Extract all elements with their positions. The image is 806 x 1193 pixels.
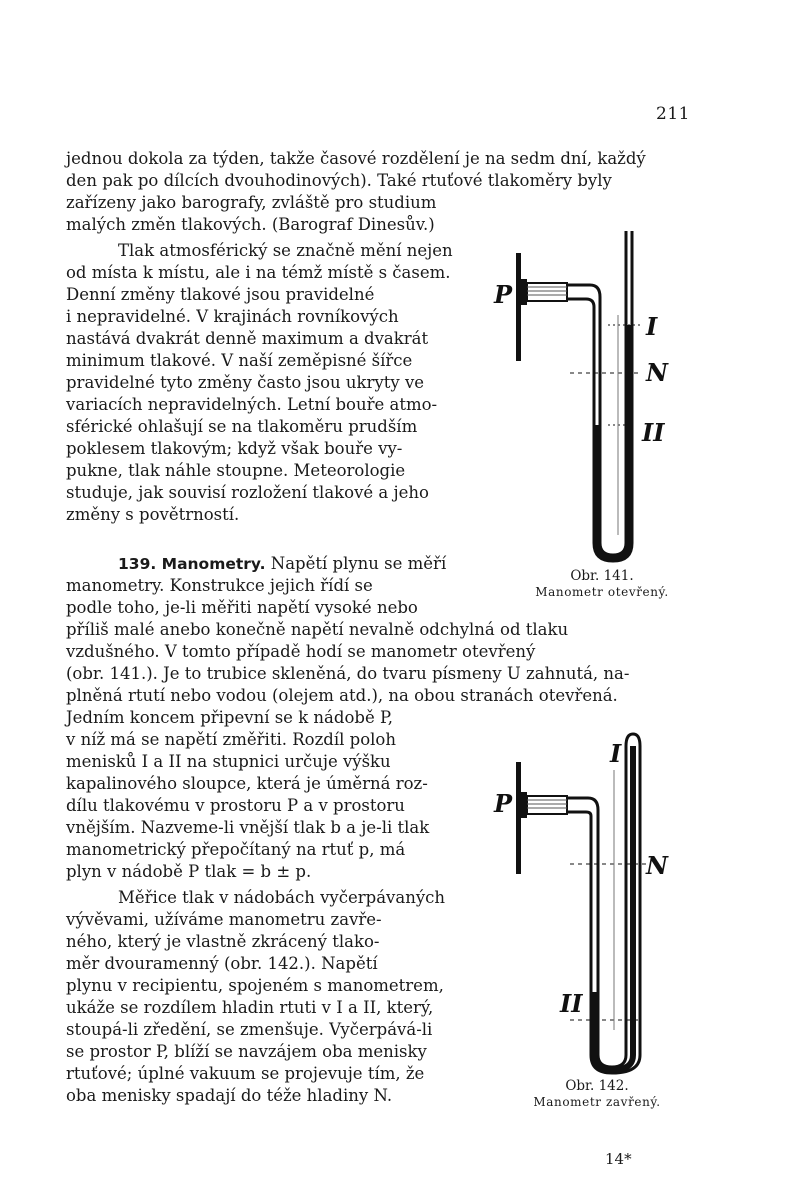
text-line: variacích nepravidelných. Letní bouře atmo- <box>66 395 438 414</box>
text-line: manometry. Konstrukce jejich řídí se <box>66 576 373 595</box>
vessel-wall <box>516 253 521 361</box>
figure-142-closed-manometer <box>490 730 670 1075</box>
text-line: vnějším. Nazveme-li vnější tlak b a je-li tlak <box>66 818 430 837</box>
label-I: I <box>646 312 658 341</box>
text-line: plyn v nádobě P tlak = b ± p. <box>66 862 312 881</box>
signature-mark: 14* <box>605 1150 632 1168</box>
u-tube-outer <box>567 734 640 1073</box>
text-line: zařízeny jako barografy, zvláště pro studium <box>66 193 437 212</box>
text-line: jednou dokola za týden, takže časové rozdělení je na sedm dní, každý <box>66 149 646 168</box>
text-line: plněná rtutí nebo vodou (olejem atd.), na obou stranách otevřená. <box>66 686 618 705</box>
text-line: den pak po dílcích dvouhodinových). Také rtuťové tlakoměry byly <box>66 171 612 190</box>
text-line: vzdušného. V tomto případě hodí se manometr otevřený <box>66 642 536 661</box>
vessel-wall <box>516 762 521 874</box>
label-N: N <box>646 358 668 387</box>
text-line: menisků I a II na stupnici určuje výšku <box>66 752 391 771</box>
text-line: pravidelné tyto změny často jsou ukryty ve <box>66 373 425 392</box>
label-II: II <box>642 418 665 447</box>
text-line: dílu tlakovému v prostoru P a v prostoru <box>66 796 405 815</box>
figure-141-open-manometer <box>490 225 670 565</box>
text-line: Denní změny tlakové jsou pravidelné <box>66 285 375 304</box>
text-span: Napětí plynu se měří <box>270 554 447 573</box>
caption-title: Obr. 141. <box>570 568 634 584</box>
connector <box>527 283 567 301</box>
mercury-column <box>597 325 629 558</box>
label-II: II <box>560 989 583 1018</box>
caption-subtitle: Manometr zavřený. <box>533 1095 661 1109</box>
caption-141 <box>510 568 694 600</box>
text-line: kapalinového sloupce, která je úměrná roz- <box>66 774 428 793</box>
text-line: ného, který je vlastně zkrácený tlako- <box>66 932 380 951</box>
text-line: malých změn tlakových. (Barograf Dinesův.) <box>66 215 435 234</box>
text-line: ukáže se rozdílem hladin rtuti v I a II, který, <box>66 998 434 1017</box>
label-I: I <box>610 739 622 768</box>
text-line: příliš malé anebo konečně napětí nevalně odchylná od tlaku <box>66 620 569 639</box>
section-heading: 139. Manometry. <box>118 555 266 573</box>
text-line: v níž má se napětí změřiti. Rozdíl poloh <box>66 730 396 749</box>
label-P: P <box>494 280 513 309</box>
text-line: se prostor P, blíží se navzájem oba menisky <box>66 1042 427 1061</box>
text-line: plynu v recipientu, spojeném s manometrem, <box>66 976 444 995</box>
caption-subtitle: Manometr otevřený. <box>535 585 669 599</box>
text-line: Jedním koncem připevní se k nádobě P, <box>66 708 393 727</box>
text-line: oba menisky spadají do téže hladiny N. <box>66 1086 393 1105</box>
text-line: změny s povětrností. <box>66 505 240 524</box>
text-line: stoupá-li zředění, se zmenšuje. Vyčerpává-li <box>66 1020 433 1039</box>
label-N: N <box>646 851 668 880</box>
text-line: manometrický přepočítaný na rtuť p, má <box>66 840 406 859</box>
text-line: od místa k místu, ale i na témž místě s časem. <box>66 263 451 282</box>
text-line: měr dvouramenný (obr. 142.). Napětí <box>66 954 378 973</box>
section-line <box>118 553 446 575</box>
label-P: P <box>494 789 513 818</box>
caption-142 <box>512 1078 682 1110</box>
text-line: sférické ohlašují se na tlakoměru prudším <box>66 417 418 436</box>
connector <box>527 796 567 814</box>
text-line: nastává dvakrát denně maximum a dvakrát <box>66 329 429 348</box>
text-line: vývěvami, užíváme manometru zavře- <box>66 910 382 929</box>
caption-title: Obr. 142. <box>565 1078 629 1094</box>
text-line: studuje, jak souvisí rozložení tlakové a jeho <box>66 483 429 502</box>
text-line: pukne, tlak náhle stoupne. Meteorologie <box>66 461 406 480</box>
text-line: podle toho, je-li měřiti napětí vysoké nebo <box>66 598 418 617</box>
text-line: Tlak atmosférický se značně mění nejen <box>118 241 453 260</box>
text-line: (obr. 141.). Je to trubice skleněná, do tvaru písmeny U zahnutá, na- <box>66 664 630 683</box>
text-line: poklesem tlakovým; když však bouře vy- <box>66 439 403 458</box>
text-line: Měřice tlak v nádobách vyčerpávaných <box>118 888 446 907</box>
text-line: rtuťové; úplné vakuum se projevuje tím, že <box>66 1064 425 1083</box>
text-line: minimum tlakové. V naší zeměpisné šířce <box>66 351 413 370</box>
text-line: i nepravidelné. V krajinách rovníkových <box>66 307 399 326</box>
page-number: 211 <box>656 104 690 124</box>
